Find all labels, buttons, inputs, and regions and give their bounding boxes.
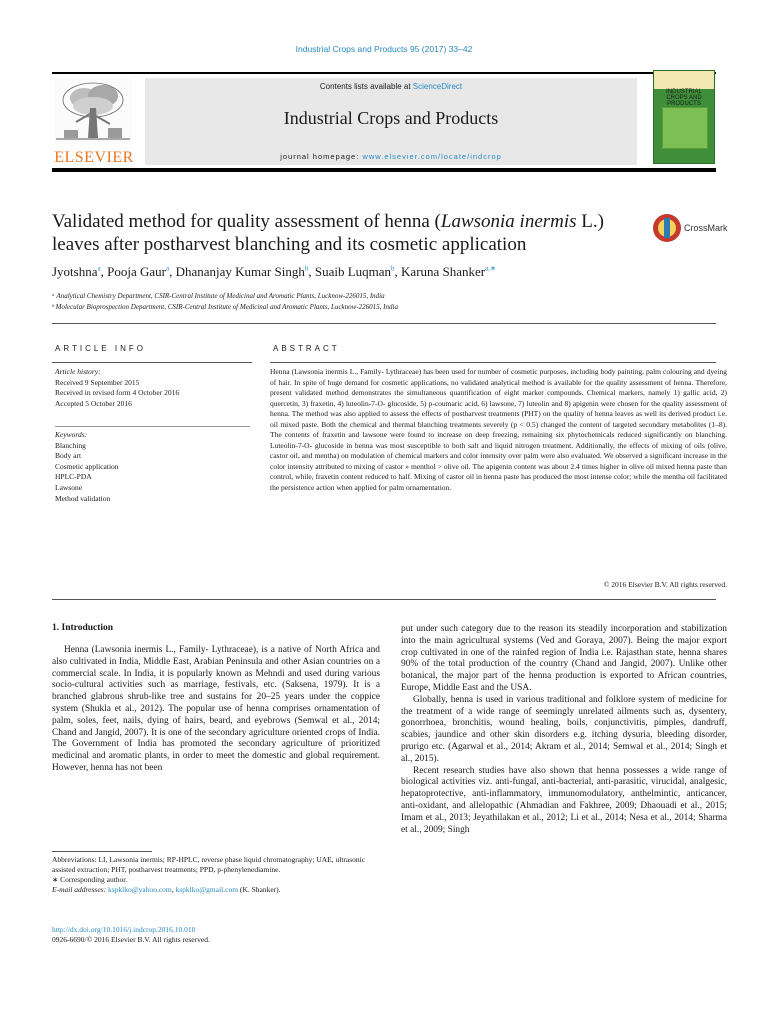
body-rule (52, 599, 716, 600)
author-name[interactable]: Suaib Luqman (314, 264, 392, 279)
intro-right-column (401, 624, 727, 836)
cover-figure (662, 107, 708, 149)
author-affiliation-mark[interactable]: b (304, 264, 309, 273)
intro-left-column (52, 645, 380, 775)
history-item: Received in revised form 4 October 2016 (55, 388, 180, 398)
masthead-rule (52, 168, 716, 172)
article-history (55, 367, 250, 409)
crossmark-icon (653, 214, 681, 242)
author-affiliation-mark[interactable]: a (165, 264, 170, 273)
intro-paragraph: Globally, henna is used in various traditional and folklore system of medicine for the treatment of a wide range of seemingly unrelated ailments such as, dysentery, gonorrhoea, bronchitis, wound healing, boils, conjunctivitis, pimples, dandruff, scabies, jaundice and other skin disorders e.g. itching dysuria, bleeding disorder, prurigo etc. (Agarwal et al., 2014; Akram et al., 2014; Semwal et al., 2014; Singh et al., 2015). (401, 694, 727, 764)
footnote-rule (52, 851, 152, 852)
publisher-name: ELSEVIER (54, 149, 134, 166)
keyword-item: Method validation (55, 493, 111, 503)
affiliation-b: ᵇ Molecular Bioprospection Department, CSIR-Central Institute of Medicinal and Aromatic Plants, Lucknow-226015, India (52, 303, 398, 311)
contents-prefix: Contents lists available at (319, 82, 413, 91)
author-name[interactable]: Pooja Gaur (107, 264, 166, 279)
paper-title (52, 210, 632, 256)
author-name[interactable]: Karuna Shanker (401, 264, 486, 279)
crossmark-label: CrossMark (684, 223, 728, 233)
abbreviations-footnote: Abbreviations: LI, Lawsonia inermis; RP-HPLC, reverse phase liquid chromatography; UAE, ultrasonic assisted extraction; PHT, postharvest treatments; PPD, p-phenylenediamine. (52, 855, 366, 874)
doi-link[interactable]: http://dx.doi.org/10.1016/j.indcrop.2016.10.010 (52, 925, 196, 934)
abstract-heading: ABSTRACT (273, 344, 340, 353)
affiliation-a: ᵃ Analytical Chemistry Department, CSIR-Central Institute of Medicinal and Aromatic Plants, Lucknow-226015, India (52, 292, 385, 300)
journal-reference-link[interactable]: Industrial Crops and Products 95 (2017) 33–42 (295, 44, 473, 54)
cover-header-band (654, 71, 714, 89)
crossmark-badge[interactable] (653, 214, 733, 244)
cover-title: INDUSTRIAL CROPS AND PRODUCTS (666, 89, 702, 107)
introduction-heading: 1. Introduction (52, 623, 114, 633)
journal-banner (145, 78, 637, 165)
homepage-link[interactable]: www.elsevier.com/locate/indcrop (362, 152, 502, 161)
email-link-yahoo[interactable]: kspklko@yahoo.com (107, 885, 172, 894)
keyword-item: Blanching (55, 440, 86, 450)
contents-line (145, 82, 637, 91)
email-link-gmail[interactable]: kspklko@gmail.com (175, 885, 239, 894)
email-footnote (52, 885, 380, 895)
homepage-prefix: journal homepage: (280, 152, 363, 161)
history-item: Accepted 5 October 2016 (55, 398, 132, 408)
article-info-heading: ARTICLE INFO (55, 344, 146, 353)
header-rule (52, 72, 716, 74)
abstract-copyright: © 2016 Elsevier B.V. All rights reserved. (603, 580, 727, 589)
article-info-rule (52, 362, 252, 363)
affiliation-rule (52, 323, 716, 324)
author-affiliation-mark[interactable]: b (391, 264, 395, 273)
history-item: Received 9 September 2015 (55, 377, 140, 387)
history-label: Article history: (55, 367, 101, 376)
intro-paragraph: Recent research studies have also shown that henna possesses a wide range of biological activities viz. anti-fungal, anti-bacterial, anti-parasitic, virucidal, analgesic, hepatoprotective, anti-inflammatory, immunomodulatory, anthelmintic, anticancer, anti-oxidant, and allelopathic (Ahmadian and Fakhree, 2009; Dhaouadi et al., 2015; Imam et al., 2013; Jeyathilakan et al., 2012; Li et al., 2014; Nesa et al., 2014; Sharma et al., 2009; Singh (401, 765, 727, 835)
author-name[interactable]: Jyotshna (52, 264, 98, 279)
title-species: Lawsonia inermis (440, 211, 577, 232)
author-affiliation-mark[interactable]: a,∗ (485, 264, 496, 273)
intro-paragraph: put under such category due to the reason its steadily incorporation and stabilization into the main agricultural systems (Ved and Goraya, 2007). Being the major export crop cultivated in one of the rainfed region of India i.e. Rajasthan state, henna shares 90% of the total production of the country (Chand and Jangid, 2007). Unlike other botanical, the major part of the henna production is exported to African countries, Europe, Middle East and the USA. (401, 624, 727, 693)
keyword-item: Lawsone (55, 482, 83, 492)
keywords-list (55, 430, 250, 504)
author-affiliation-mark[interactable]: a (97, 264, 101, 273)
email-label: E-mail addresses: (52, 885, 108, 894)
sciencedirect-link[interactable]: ScienceDirect (412, 82, 463, 91)
journal-title: Industrial Crops and Products (283, 108, 499, 128)
footnotes (52, 855, 380, 895)
author-list: Jyotshna$^a$, Pooja Gaur$^a$, Dhananjay Kumar Singh$^b$, Suaib Luqman$^b$, Karuna Shanker$^{a,∗}$ (52, 264, 496, 279)
intro-paragraph: Henna (Lawsonia inermis L., Family- Lythraceae), is a native of North Africa and also cultivated in India, Middle East, Arabian Peninsula and other Asian countries on a commercial scale. In India, it is popularly known as Mehndi and used during various socio-cultural activities such as marriage, festivals, etc. (Saksena, 1979). It is a branched glabrous shrub-like tree and sustains for 20–25 years under the coppice system (Shukla et al., 2012). The popular use of henna comprises ornamentation of palm, soles, feet, nails, dying of hairs, beard, and eyebrows (Semwal et al., 2014; Chand and Jangid, 2007). It is one of the secondary agriculture oriented crops of India. The Government of India has promoted the secondary agriculture of prioritized medicinal and aromatic plants, in order to meet the domestic and global requirement. However, henna has not been (52, 645, 380, 773)
abstract-rule (270, 362, 716, 363)
corresponding-author-note: ∗ Corresponding author. (52, 875, 128, 884)
keyword-item: Body art (55, 451, 82, 461)
keyword-item: HPLC-PDA (55, 472, 92, 482)
crossmark-icon-bar (664, 218, 670, 238)
keywords-label: Keywords: (55, 430, 88, 439)
issn-line: 0926-6690/© 2016 Elsevier B.V. All rights reserved. (52, 935, 210, 944)
doi-block (52, 925, 380, 945)
email-suffix: (K. Shanker). (238, 885, 281, 894)
elsevier-logo (52, 78, 136, 170)
email-separator: , (171, 885, 176, 894)
author-name[interactable]: Dhananjay Kumar Singh (175, 264, 305, 279)
title-part1: Validated method for quality assessment of henna ( (52, 211, 441, 232)
title-part2: L.) leaves after postharvest blanching and its cosmetic application (52, 211, 604, 255)
elsevier-tree-icon (54, 78, 132, 144)
keywords-rule (55, 426, 250, 427)
homepage-line (145, 152, 637, 161)
abstract-text: Henna (Lawsonia inermis L., Family- Lythraceae) has been used for number of cosmetic purposes, including body painting, palm colouring and dyeing of hair. In spite of huge demand for cosmetic applications, no validated analytical method is available for the quality assessment of henna. Therefore, present validated method demonstrates the simultaneous quantification of eight marker compounds. Chemical markers, namely 1) gallic acid, 2) quercetin, 3) fraxetin, 4) luteolin-7-O- glucoside, 5) p-coumaric acid, 6) lawsone, 7) luteolin and 8) apigenin were chosen for the quality assessment of henna. The method was also applied to assess the effects of postharvest treatments (PHT) on the quality of henna leaves as well its derived product i.e. oil mixed paste. Both the chemical and thermal blanching treatments severely (p < 0.5) changed the content of targeted secondary metabolites (1–8). The contents of fraxetin and lawsone were found to increase on deep freezing, remaining six phytochemicals reduced significantly on blanching. Luteolin-7-O- glucoside in henna was most susceptible to both salt and liquid nitrogen treatment. Additionally, the effects of mixing of oils (olive, castor oil, and mentha) on modulation of chemical markers and color intensity over palm were also evaluated. We observed a significant increase in the color intensity attributed to mixing of castor » menthol > olive oil. The apigenin content was about 2.4 times higher in olive oil mixed henna paste than control, while, fraxetin content reduced to half. Mixing of castor oil in henna paste has produced the most intense color; while the mentha oil facilitated the persistence action when applied for palm ornamentation. (270, 367, 727, 492)
keyword-item: Cosmetic application (55, 461, 119, 471)
journal-cover-image (653, 70, 715, 164)
